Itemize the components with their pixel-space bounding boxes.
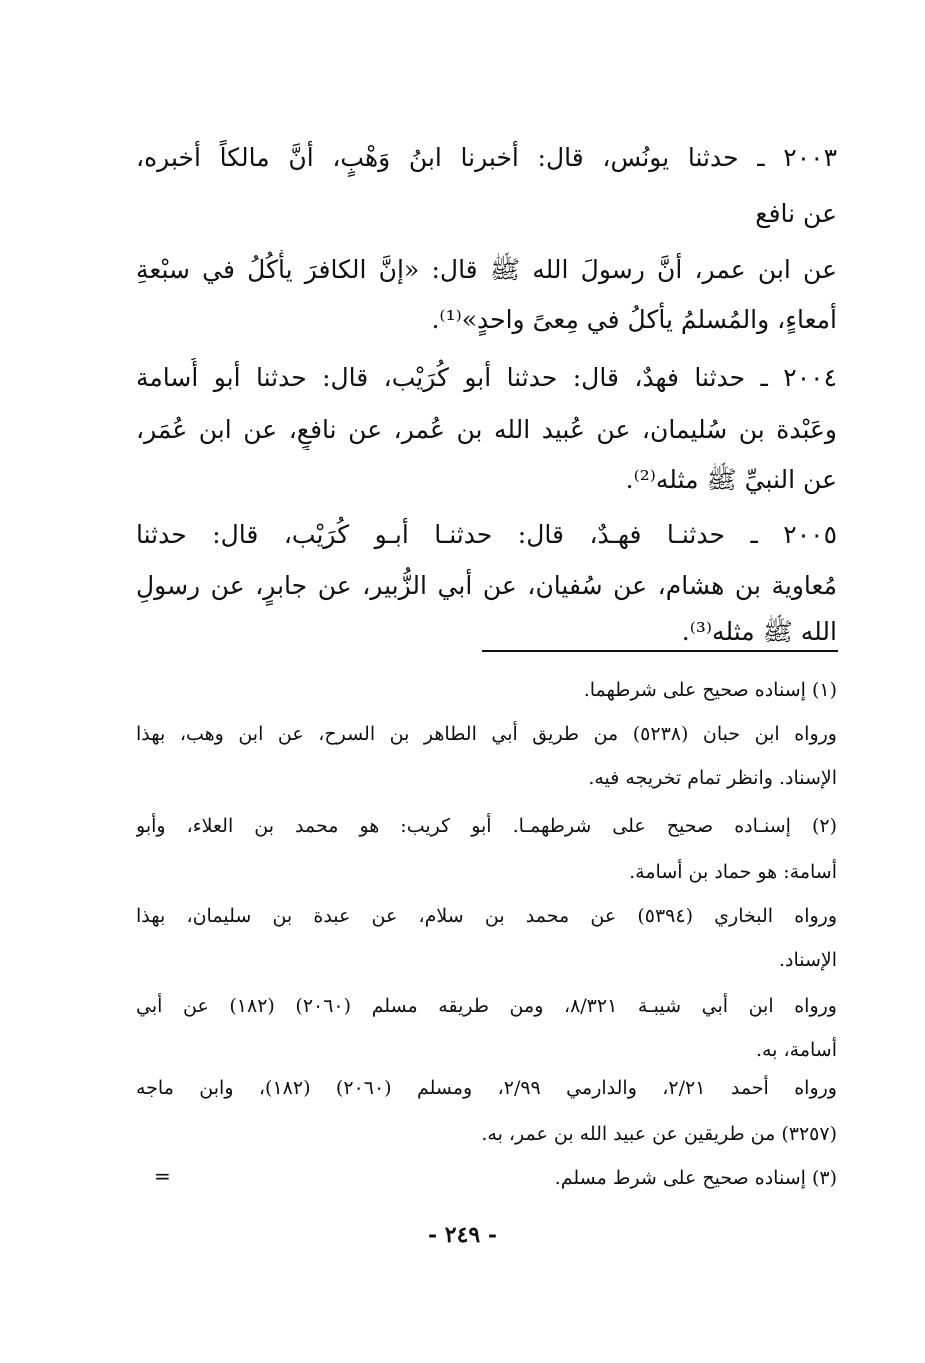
footnote-2-line-6: أسامة، به. — [755, 1039, 837, 1061]
hadith-2003-line-2: عن نافع — [755, 199, 837, 228]
hadith-2004-line-3: عن النبيِّ ﷺ مثله⁽²⁾. — [625, 465, 837, 494]
footnote-3-line-1: (٣) إسناده صحيح على شرط مسلم. — [554, 1167, 837, 1189]
hadith-2005-line-1: ٢٠٠٥ ـ حدثنـا فهـدٌ، قال: حدثنـا أبـو كُرَيْب، قال: حدثنا — [136, 520, 837, 549]
footnote-2-line-1: (٢) إسنـاده صحيح على شرطهمـا. أبو كريب: هو محمد بن العلاء، وأبو — [136, 815, 837, 837]
footnote-1-line-1: (١) إسناده صحيح على شرطهما. — [583, 679, 837, 701]
footnote-2-line-5: ورواه ابن أبي شيبـة ٨/٣٢١، ومن طريقه مسلم (٢٠٦٠) (١٨٢) عن أبي — [136, 995, 837, 1017]
hadith-2003-line-3: عن ابن عمر، أنَّ رسولَ الله ﷺ قال: «إنَّ الكافرَ يأْكُلُ في سبْعةِ — [136, 255, 837, 284]
footnote-2-line-3: ورواه البخاري (٥٣٩٤) عن محمد بن سلام، عن عبدة بن سليمان، بهذا — [136, 905, 837, 927]
hadith-2004-line-1: ٢٠٠٤ ـ حدثنا فهدٌ، قال: حدثنا أبو كُرَيْب، قال: حدثنا أبو أُسامة — [136, 363, 837, 392]
page-number: - ٢٤٩ - — [427, 1222, 498, 1248]
footnote-2-line-8: (٣٢٥٧) من طريقين عن عبيد الله بن عمر، به. — [481, 1123, 837, 1145]
hadith-2004-line-2: وعَبْدة بن سُليمان، عن عُبيد الله بن عُمر، عن نافعٍ، عن ابن عُمَر، — [136, 415, 837, 444]
continuation-mark: = — [154, 1164, 171, 1188]
footnote-2-line-7: ورواه أحمد ٢/٢١، والدارمي ٢/٩٩، ومسلم (٢٠٦٠) (١٨٢)، وابن ماجه — [136, 1077, 837, 1099]
footnote-1-line-2: ورواه ابن حبان (٥٢٣٨) من طريق أبي الطاهر بن السرح، عن ابن وهب، بهذا — [136, 723, 837, 745]
hadith-2003-line-1: ٢٠٠٣ ـ حدثنا يونُس، قال: أخبرنا ابنُ وَهْبٍ، أنَّ مالكاً أخبره، — [136, 143, 837, 172]
footnote-separator — [482, 650, 838, 652]
hadith-2005-line-2: مُعاوية بن هشام، عن سُفيان، عن أبي الزُّبير، عن جابرٍ، عن رسولِ — [136, 571, 837, 600]
footnote-2-line-4: الإسناد. — [778, 949, 837, 971]
hadith-2003-line-4: أمعاءٍ، والمُسلمُ يأكلُ في مِعىً واحدٍ»⁽¹⁾. — [431, 305, 837, 334]
footnote-1-line-3: الإسناد. وانظر تمام تخريجه فيه. — [588, 767, 837, 789]
footnote-2-line-2: أسامة: هو حماد بن أسامة. — [629, 861, 837, 883]
hadith-2005-line-3: الله ﷺ مثله⁽³⁾. — [681, 617, 837, 646]
